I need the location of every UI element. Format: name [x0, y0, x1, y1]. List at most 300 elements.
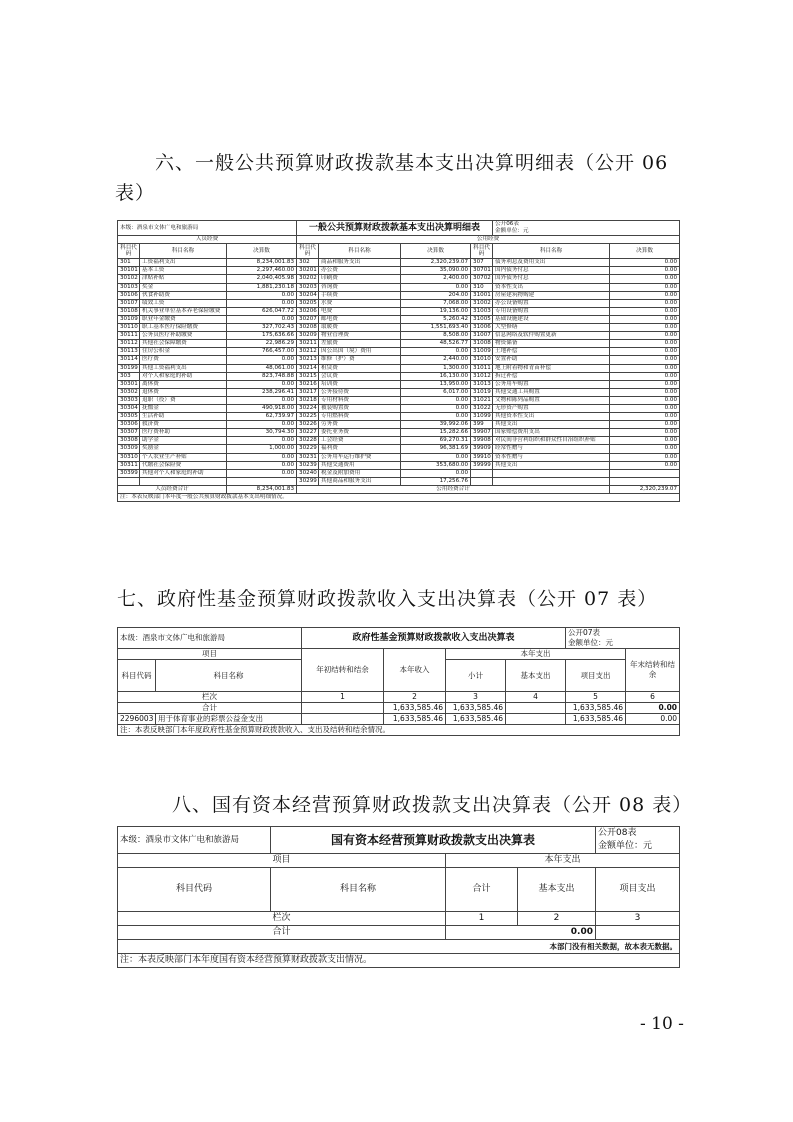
- table-cell: 30701: [471, 267, 493, 275]
- table-cell: 0.00: [610, 315, 680, 323]
- table-cell: 其他社会保障缴费: [140, 340, 227, 348]
- col-code: 科目代码: [471, 244, 493, 259]
- table-cell: 工会经费: [319, 437, 401, 445]
- table-cell: 31005: [471, 315, 493, 323]
- table-cell: 0.00: [610, 445, 680, 453]
- table7-total-cell: 0.00: [626, 703, 680, 714]
- table7-colnum: 5: [566, 692, 626, 703]
- table-cell: 0.00: [610, 348, 680, 356]
- table-cell: 626,047.72: [227, 307, 297, 315]
- table-cell: 30101: [118, 267, 140, 275]
- table-cell: 0.00: [401, 404, 471, 412]
- table-cell: 31099: [471, 413, 493, 421]
- table-cell: 绩效工资: [140, 299, 227, 307]
- table7-colnum: 2: [384, 692, 446, 703]
- table-cell: 0.00: [227, 315, 297, 323]
- table-government-fund: [117, 627, 680, 736]
- table8-project-header: 项目支出: [596, 868, 680, 912]
- table7-colnum: 3: [446, 692, 506, 703]
- table-cell: 19,136.00: [401, 307, 471, 315]
- table7-basic: 基本支出: [506, 660, 566, 692]
- table7-total-label: 合计: [118, 703, 302, 714]
- table-cell: 代缴社会保险费: [140, 461, 227, 469]
- table7-project: 项目支出: [566, 660, 626, 692]
- table-cell: 0.00: [610, 388, 680, 396]
- col-amount: 决算数: [227, 244, 297, 259]
- table-row: [118, 356, 680, 364]
- table7-code-text: 公开07表: [568, 628, 601, 637]
- table-cell: 0.00: [610, 404, 680, 412]
- table7-row-cell: 0.00: [626, 714, 680, 725]
- personnel-total-label: 人员经费合计: [118, 485, 227, 493]
- table-cell: 204.00: [401, 291, 471, 299]
- table-cell: 其他支出: [493, 421, 610, 429]
- table-cell: 30302: [118, 388, 140, 396]
- table-cell: 公务用车购置: [493, 380, 610, 388]
- table6-unit: 本级：酒泉市文体广电和旅游局: [118, 221, 297, 236]
- table-cell: 30226: [297, 421, 319, 429]
- table-cell: 其他商品和服务支出: [319, 477, 401, 485]
- table6-code: [493, 221, 680, 236]
- table-cell: 31006: [471, 324, 493, 332]
- table8-item-header: 项目: [118, 854, 446, 868]
- table-row: [118, 421, 680, 429]
- table-cell: 0.00: [227, 380, 297, 388]
- table-cell: 30102: [118, 275, 140, 283]
- table-cell: 税金及附加费用: [319, 469, 401, 477]
- table-cell: 0.00: [610, 356, 680, 364]
- table-cell: 无形资产购置: [493, 404, 610, 412]
- table7-row-name: 用于体育事业的彩票公益金支出: [156, 714, 302, 725]
- table-cell: 奖励金: [140, 445, 227, 453]
- table-cell: 租赁费: [319, 364, 401, 372]
- table-row: [118, 275, 680, 283]
- table7-col-label: 栏次: [118, 692, 302, 703]
- table-cell: 30209: [297, 332, 319, 340]
- table-cell: 0.00: [610, 380, 680, 388]
- table-cell: 0.00: [610, 429, 680, 437]
- table-cell: 0.00: [401, 469, 471, 477]
- table-cell: 62,739.97: [227, 413, 297, 421]
- table-cell: 31010: [471, 356, 493, 364]
- table-cell: 302: [297, 259, 319, 267]
- table-cell: 7,068.00: [401, 299, 471, 307]
- table-cell: 30231: [297, 453, 319, 461]
- table7-name-header: 科目名称: [156, 660, 302, 692]
- table-cell: 0.00: [227, 299, 297, 307]
- table-cell: 5,260.42: [401, 315, 471, 323]
- table-cell: 30311: [118, 461, 140, 469]
- table-cell: 债务利息及费用支出: [493, 259, 610, 267]
- table-cell: 办公费: [319, 267, 401, 275]
- table-cell: 1,881,230.18: [227, 283, 297, 291]
- table-cell: 30110: [118, 324, 140, 332]
- table-cell: 30240: [297, 469, 319, 477]
- table8-nodata-row: [118, 940, 680, 954]
- table-cell: 30399: [118, 469, 140, 477]
- table-cell: 助学金: [140, 437, 227, 445]
- table-cell: 劳务费: [319, 421, 401, 429]
- table-cell: 30214: [297, 364, 319, 372]
- table-cell: 30306: [118, 421, 140, 429]
- table-cell: 0.00: [610, 364, 680, 372]
- table-cell: 30201: [297, 267, 319, 275]
- table-row: [118, 291, 680, 299]
- section8-heading: 八、国有资本经营预算财政拨款支出决算表（公开 08 表）: [172, 794, 693, 816]
- table-cell: 327,702.43: [227, 324, 297, 332]
- table8-total-row: [118, 926, 680, 940]
- table-cell: 30199: [118, 364, 140, 372]
- table7-note-row: [118, 725, 680, 736]
- table-row: [118, 388, 680, 396]
- table-cell: 其他工资福利支出: [140, 364, 227, 372]
- table8-empty-cell: [596, 926, 680, 940]
- table8-header-row2: [118, 868, 680, 912]
- table-cell: 对个人和家庭的补助: [140, 372, 227, 380]
- table-cell: 175,636.66: [227, 332, 297, 340]
- table7-header-row1: [118, 649, 680, 660]
- table-row: [118, 477, 680, 485]
- table7-row-cell: 1,633,585.46: [384, 714, 446, 725]
- table-cell: 公务用车运行维护费: [319, 453, 401, 461]
- table6-note: 注：本表反映部门本年度一般公共预算财政拨款基本支出明细情况。: [118, 494, 680, 502]
- table-cell: 310: [471, 283, 493, 291]
- table8-name-header: 科目名称: [271, 868, 446, 912]
- table-cell: 69,270.31: [401, 437, 471, 445]
- table-cell: [118, 477, 140, 485]
- table-cell: 差旅费: [319, 340, 401, 348]
- table-cell: 30205: [297, 299, 319, 307]
- table-cell: 大型修缮: [493, 324, 610, 332]
- table-cell: 2,320,239.07: [401, 259, 471, 267]
- table-cell: 水费: [319, 299, 401, 307]
- table-cell: 301: [118, 259, 140, 267]
- table7-title-row: [118, 628, 680, 649]
- table7-code: [566, 628, 680, 649]
- table-cell: 30208: [297, 324, 319, 332]
- table-cell: 0.00: [610, 283, 680, 291]
- table-cell: 353,680.00: [401, 461, 471, 469]
- table7-expense: 本年支出: [446, 649, 626, 660]
- table-cell: 766,457.00: [227, 348, 297, 356]
- table-cell: 30206: [297, 307, 319, 315]
- table8-colnum-row: [118, 912, 680, 926]
- table-cell: 医疗费补助: [140, 429, 227, 437]
- table-cell: 培训费: [319, 380, 401, 388]
- table8-unit: 本级：酒泉市文体广电和旅游局: [118, 827, 271, 854]
- table-cell: 30304: [118, 404, 140, 412]
- table7-carry-end: 年末结转和结余: [626, 649, 680, 692]
- table-cell: 0.00: [227, 421, 297, 429]
- table-cell: 31021: [471, 396, 493, 404]
- table8-colnum: 1: [446, 912, 518, 926]
- page-number: - 10 -: [640, 1014, 684, 1034]
- table-cell: 30305: [118, 413, 140, 421]
- table-cell: 0.00: [227, 461, 297, 469]
- table-state-capital: [117, 826, 680, 968]
- table7-note: 注：本表反映部门本年度政府性基金预算财政拨款收入、支出及结转和结余情况。: [118, 725, 680, 736]
- table-cell: 文物和陈列品购置: [493, 396, 610, 404]
- table-cell: 96,381.69: [401, 445, 471, 453]
- table-cell: 0.00: [401, 283, 471, 291]
- table-cell: 30225: [297, 413, 319, 421]
- table-cell: 专用材料费: [319, 396, 401, 404]
- table7-colnum: 6: [626, 692, 680, 703]
- table-cell: 0.00: [610, 324, 680, 332]
- table-cell: 印刷费: [319, 275, 401, 283]
- table-cell: 0.00: [401, 413, 471, 421]
- table-cell: 0.00: [610, 413, 680, 421]
- table-cell: 其他对个人和家庭的补助: [140, 469, 227, 477]
- table8-total-label: 合计: [118, 926, 446, 940]
- table-cell: 土地补偿: [493, 348, 610, 356]
- table-cell: 0.00: [610, 299, 680, 307]
- table7-colnum-row: [118, 692, 680, 703]
- table7-colnum: 1: [302, 692, 384, 703]
- table-cell: 2,400.00: [401, 275, 471, 283]
- table-cell: 30299: [297, 477, 319, 485]
- personnel-total: 8,234,001.83: [227, 485, 297, 493]
- table7-total-row: [118, 703, 680, 714]
- table-row: [118, 380, 680, 388]
- table-cell: 30216: [297, 380, 319, 388]
- col-name: 科目名称: [493, 244, 610, 259]
- table7-row-cell: [302, 714, 384, 725]
- table8-total-value: 0.00: [446, 926, 596, 940]
- table7-total-cell: [506, 703, 566, 714]
- table-cell: 39910: [471, 453, 493, 461]
- table6-title: 一般公共预算财政拨款基本支出决算明细表: [297, 221, 493, 236]
- table7-row-cell: 1,633,585.46: [566, 714, 626, 725]
- table-cell: 31007: [471, 332, 493, 340]
- table-cell: 30109: [118, 315, 140, 323]
- table-cell: 823,748.88: [227, 372, 297, 380]
- table-cell: 30310: [118, 453, 140, 461]
- table-cell: [227, 477, 297, 485]
- table-cell: 30202: [297, 275, 319, 283]
- table8-code: [596, 827, 680, 854]
- table-cell: 30702: [471, 275, 493, 283]
- table-cell: 39908: [471, 437, 493, 445]
- personnel-header: 人员经费: [118, 236, 297, 244]
- table-cell: 0.00: [610, 461, 680, 469]
- table-cell: 30203: [297, 283, 319, 291]
- table-cell: 生活补助: [140, 413, 227, 421]
- table7-money-unit: 金额单位：元: [568, 638, 614, 647]
- table-cell: 0.00: [401, 396, 471, 404]
- table-cell: 30204: [297, 291, 319, 299]
- col-amount: 决算数: [401, 244, 471, 259]
- table-row: [118, 348, 680, 356]
- table-cell: 8,508.00: [401, 332, 471, 340]
- table-row: [118, 267, 680, 275]
- table-cell: 2,440.00: [401, 356, 471, 364]
- table-cell: 30114: [118, 356, 140, 364]
- table-cell: 0.00: [610, 259, 680, 267]
- table-cell: 0.00: [227, 453, 297, 461]
- table-cell: 0.00: [610, 396, 680, 404]
- table-cell: 30303: [118, 396, 140, 404]
- table-cell: 30228: [297, 437, 319, 445]
- table-cell: 0.00: [227, 469, 297, 477]
- table-cell: 对民间非营利组织和群众性自治组织补贴: [493, 437, 610, 445]
- table7-income: 本年收入: [384, 649, 446, 692]
- table8-title: 国有资本经营预算财政拨款支出决算表: [271, 827, 596, 854]
- table-cell: 8,234,001.83: [227, 259, 297, 267]
- col-code: 科目代码: [297, 244, 319, 259]
- table8-code-header: 科目代码: [118, 868, 271, 912]
- table-cell: 31012: [471, 372, 493, 380]
- table6-money-unit: 金额单位：元: [495, 228, 529, 235]
- table-cell: 公务员医疗补助缴费: [140, 332, 227, 340]
- table-cell: 其他支出: [493, 461, 610, 469]
- table-cell: 13,950.00: [401, 380, 471, 388]
- table6-col-header-row: [118, 244, 680, 259]
- table-cell: 公务接待费: [319, 388, 401, 396]
- table8-money-unit: 金额单位：元: [598, 841, 653, 851]
- table-cell: 30229: [297, 445, 319, 453]
- table-cell: 2,040,405.98: [227, 275, 297, 283]
- table-row: [118, 307, 680, 315]
- table-cell: 30212: [297, 348, 319, 356]
- table-cell: [493, 477, 610, 485]
- table-cell: 房屋建筑物购建: [493, 291, 610, 299]
- table-cell: 1,000.00: [227, 445, 297, 453]
- table-cell: 39907: [471, 429, 493, 437]
- table7-total-cell: 1,633,585.46: [446, 703, 506, 714]
- table-cell: 奖金: [140, 283, 227, 291]
- table-cell: 0.00: [401, 453, 471, 461]
- table-cell: 拆迁补偿: [493, 372, 610, 380]
- table6-title-row: [118, 221, 680, 236]
- table-cell: 基础设施建设: [493, 315, 610, 323]
- table-row: [118, 404, 680, 412]
- table-cell: 30301: [118, 380, 140, 388]
- table-cell: 30211: [297, 340, 319, 348]
- table-cell: 其他交通工具购置: [493, 388, 610, 396]
- table-cell: 31013: [471, 380, 493, 388]
- table-cell: 0.00: [610, 437, 680, 445]
- table-cell: 国外债务付息: [493, 275, 610, 283]
- public-total-label: 公用经费合计: [297, 485, 610, 493]
- table-cell: 取暖费: [319, 324, 401, 332]
- table-cell: 30239: [297, 461, 319, 469]
- table-cell: 31001: [471, 291, 493, 299]
- table7-carry-begin: 年初结转和结余: [302, 649, 384, 692]
- table7-row-code: 2296003: [118, 714, 156, 725]
- table-cell: 职工基本医疗保险缴费: [140, 324, 227, 332]
- table-cell: 邮电费: [319, 315, 401, 323]
- table-cell: 30207: [297, 315, 319, 323]
- table-cell: 48,526.77: [401, 340, 471, 348]
- table-cell: 0.00: [610, 421, 680, 429]
- table-cell: 30112: [118, 340, 140, 348]
- table7-subtotal: 小计: [446, 660, 506, 692]
- table-cell: [610, 469, 680, 477]
- table-cell: 福利费: [319, 445, 401, 453]
- table-cell: 31002: [471, 299, 493, 307]
- table8-note-row: [118, 954, 680, 968]
- table-cell: 0.00: [610, 291, 680, 299]
- table-cell: 30227: [297, 429, 319, 437]
- table6-body: [118, 259, 680, 486]
- table-cell: [471, 477, 493, 485]
- table-cell: 16,130.00: [401, 372, 471, 380]
- table-cell: 30213: [297, 356, 319, 364]
- table-cell: 30113: [118, 348, 140, 356]
- table8-no-data: 本部门没有相关数据，故本表无数据。: [118, 940, 680, 954]
- table-cell: 信息网络及软件购置更新: [493, 332, 610, 340]
- table-cell: 0.00: [401, 348, 471, 356]
- table8-total-header: 合计: [446, 868, 518, 912]
- table-row: [118, 469, 680, 477]
- table-cell: 医疗费: [140, 356, 227, 364]
- table7-row-cell: [506, 714, 566, 725]
- table-cell: 基本工资: [140, 267, 227, 275]
- table-row: [118, 461, 680, 469]
- table-cell: 30108: [118, 307, 140, 315]
- table-row: [118, 340, 680, 348]
- table-cell: 31008: [471, 340, 493, 348]
- table-cell: 17,256.76: [401, 477, 471, 485]
- table-cell: 国内债务付息: [493, 267, 610, 275]
- table-cell: 其他资本性支出: [493, 413, 610, 421]
- table-cell: 39,992.06: [401, 421, 471, 429]
- table-cell: 物资储备: [493, 340, 610, 348]
- table-cell: 6,017.00: [401, 388, 471, 396]
- table-cell: 30106: [118, 291, 140, 299]
- table-cell: 职业年金缴费: [140, 315, 227, 323]
- table-cell: [471, 469, 493, 477]
- public-total: 2,320,239.07: [610, 485, 680, 493]
- table-cell: 手续费: [319, 291, 401, 299]
- table-cell: 0.00: [610, 275, 680, 283]
- table-cell: 1,300.00: [401, 364, 471, 372]
- table-cell: 救济费: [140, 421, 227, 429]
- table-row: [118, 396, 680, 404]
- table6-note-row: [118, 494, 680, 502]
- table8-header-row1: [118, 854, 680, 868]
- table8-basic-header: 基本支出: [518, 868, 596, 912]
- table-cell: 维修（护）费: [319, 356, 401, 364]
- table-cell: 经常性赠与: [493, 445, 610, 453]
- table6-group-row: [118, 236, 680, 244]
- table-cell: 因公出国（境）费用: [319, 348, 401, 356]
- table-cell: 30215: [297, 372, 319, 380]
- table-cell: 30103: [118, 283, 140, 291]
- table-cell: 抚恤金: [140, 404, 227, 412]
- table-cell: 物业管理费: [319, 332, 401, 340]
- table-cell: 津贴补贴: [140, 275, 227, 283]
- table-row: [118, 364, 680, 372]
- table-row: [118, 413, 680, 421]
- table7-row-cell: 1,633,585.46: [446, 714, 506, 725]
- table7-item-header: 项目: [118, 649, 302, 660]
- table-cell: 0.00: [610, 453, 680, 461]
- table-cell: 退职（役）费: [140, 396, 227, 404]
- table-cell: 31019: [471, 388, 493, 396]
- table7-total-cell: [302, 703, 384, 714]
- table-cell: 资本性支出: [493, 283, 610, 291]
- table-cell: 490,918.00: [227, 404, 297, 412]
- table-cell: 地上附着物和青苗补偿: [493, 364, 610, 372]
- table-cell: 离休费: [140, 380, 227, 388]
- table-row: [118, 429, 680, 437]
- section6-heading: [115, 148, 669, 208]
- table-cell: 退休费: [140, 388, 227, 396]
- table-row: [118, 437, 680, 445]
- table-cell: [140, 477, 227, 485]
